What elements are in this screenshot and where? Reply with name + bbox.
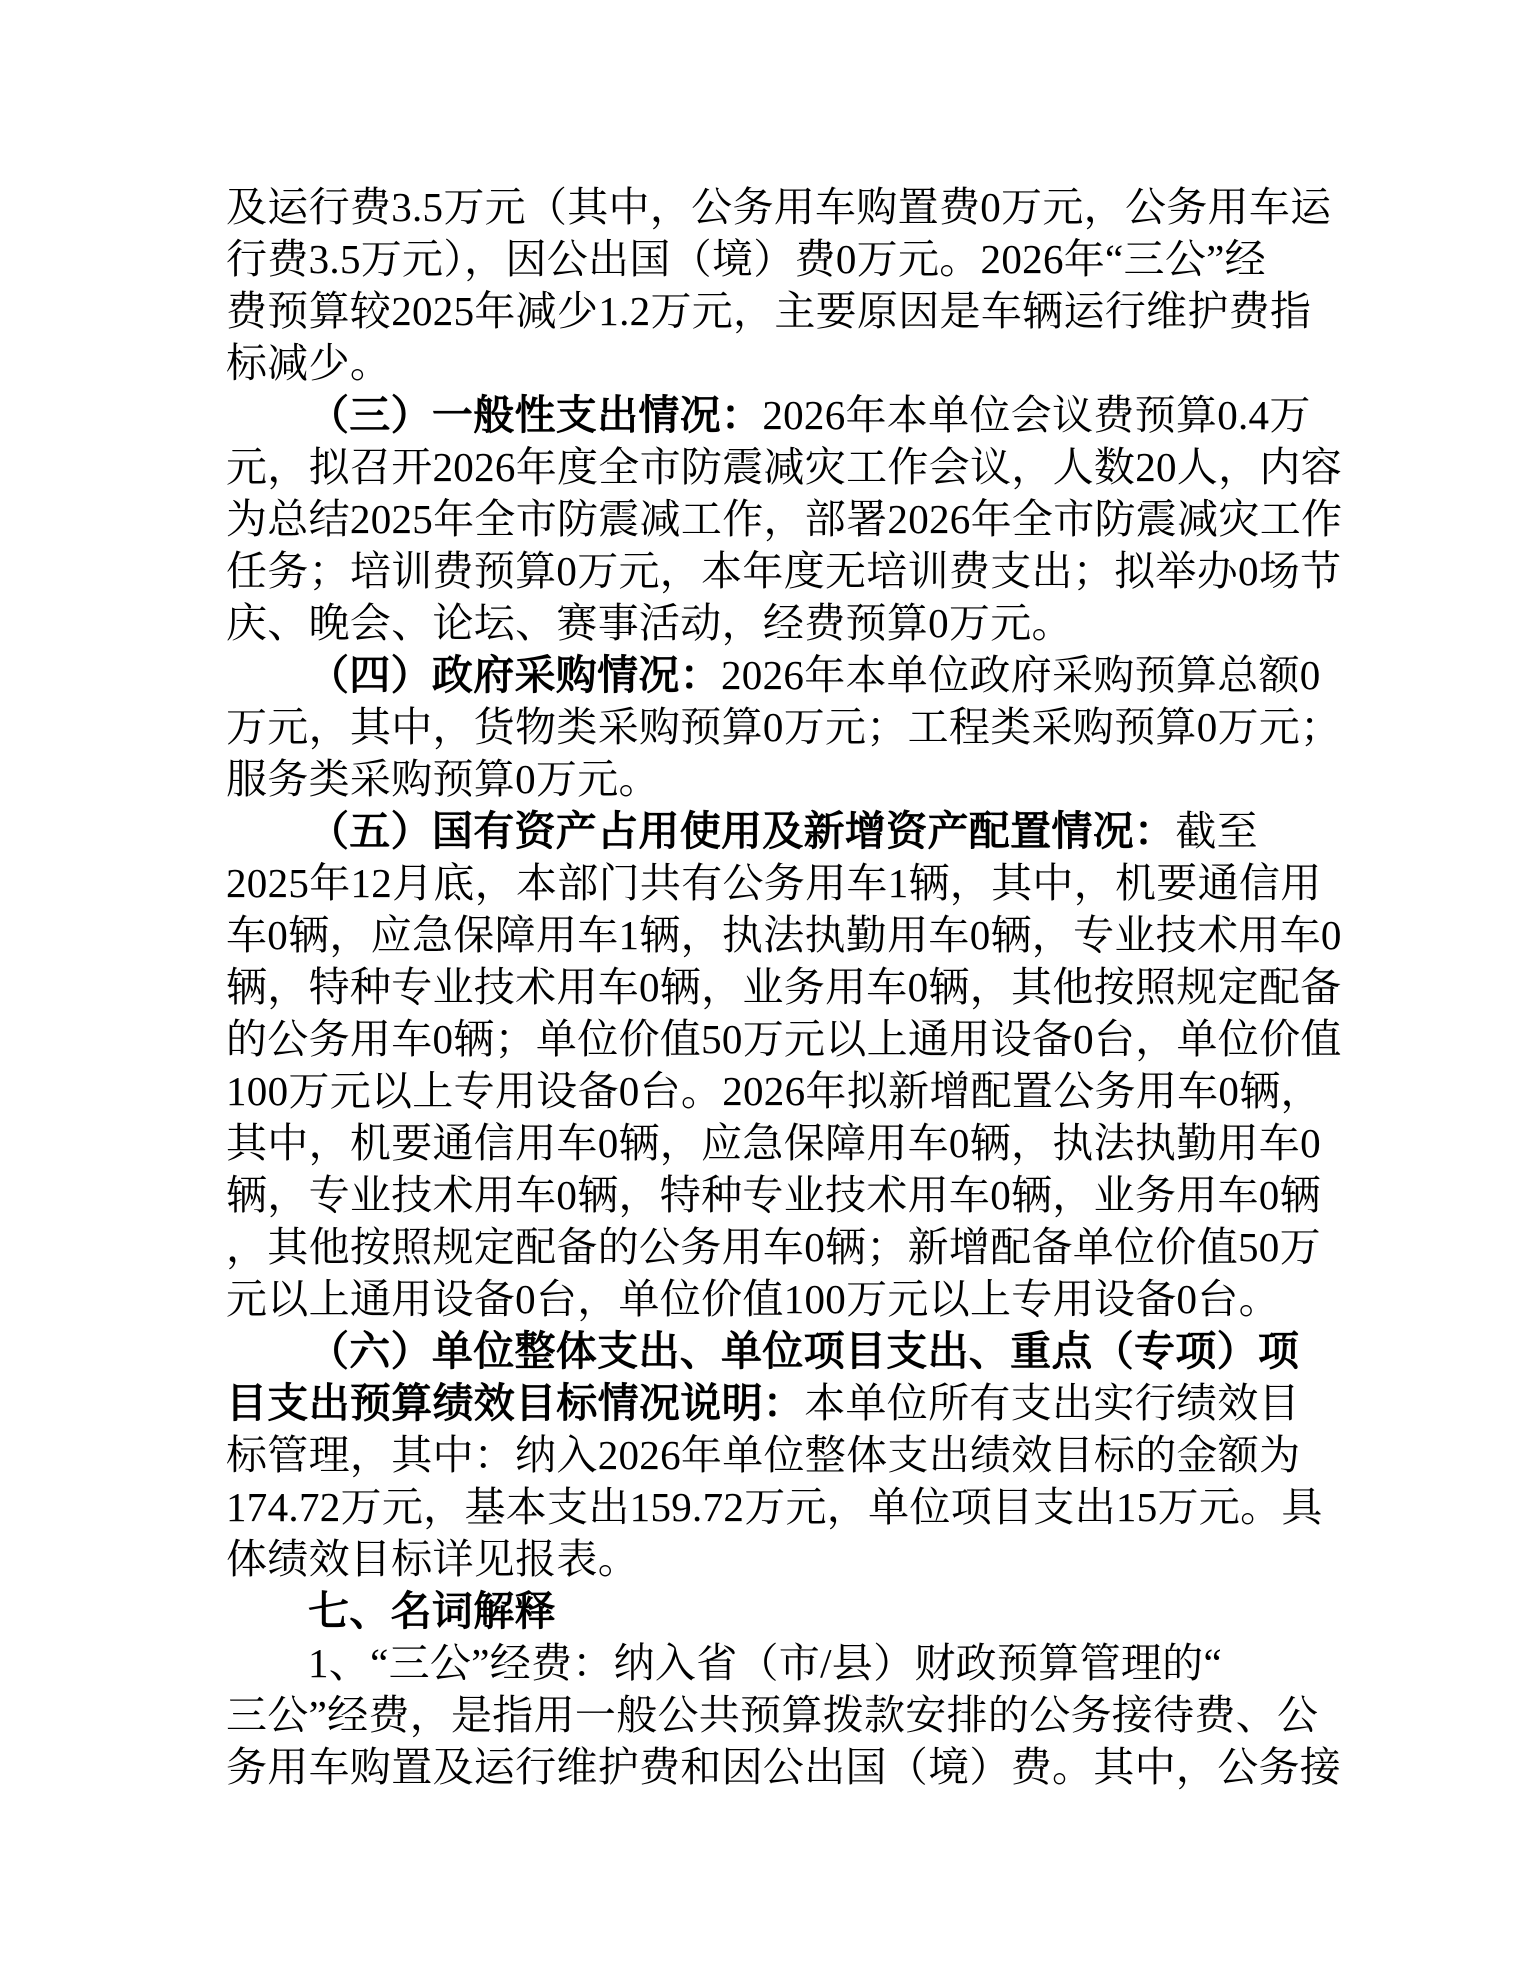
heading-text-segment: （六）单位整体支出、单位项目支出、重点（专项）项 bbox=[308, 1328, 1300, 1374]
body-text-segment: 任务；培训费预算0万元，本年度无培训费支出；拟举办0场节 bbox=[226, 548, 1342, 594]
heading-text-segment: （四）政府采购情况： bbox=[308, 652, 721, 698]
text-line bbox=[226, 233, 1342, 285]
text-line bbox=[226, 1013, 1342, 1065]
body-text-segment: 其中，机要通信用车0辆，应急保障用车0辆，执法执勤用车0 bbox=[226, 1120, 1321, 1166]
text-line bbox=[226, 1481, 1342, 1533]
text-line bbox=[226, 1117, 1342, 1169]
body-text-segment: 截至 bbox=[1175, 808, 1258, 854]
body-text-segment: 2026年本单位政府采购预算总额0 bbox=[721, 652, 1321, 698]
text-line bbox=[226, 337, 1342, 389]
heading-text-segment: 七、名词解释 bbox=[308, 1588, 556, 1634]
text-line bbox=[226, 545, 1342, 597]
text-line bbox=[226, 857, 1342, 909]
text-line bbox=[226, 1741, 1342, 1793]
body-text-segment: 服务类采购预算0万元。 bbox=[226, 756, 660, 802]
text-line bbox=[226, 1169, 1342, 1221]
text-line bbox=[226, 1429, 1342, 1481]
body-text-segment: 2025年12月底，本部门共有公务用车1辆，其中，机要通信用 bbox=[226, 860, 1322, 906]
body-text-segment: 务用车购置及运行维护费和因公出国（境）费。其中，公务接 bbox=[226, 1744, 1342, 1790]
text-line bbox=[226, 1377, 1342, 1429]
body-text-segment: 车0辆，应急保障用车1辆，执法执勤用车0辆，专业技术用车0 bbox=[226, 912, 1342, 958]
body-text-segment: 2026年本单位会议费预算0.4万 bbox=[762, 392, 1311, 438]
body-text-segment: 体绩效目标详见报表。 bbox=[226, 1536, 639, 1582]
body-text-segment: 费预算较2025年减少1.2万元，主要原因是车辆运行维护费指 bbox=[226, 288, 1312, 334]
text-line bbox=[226, 753, 1342, 805]
body-text-segment: 万元，其中，货物类采购预算0万元；工程类采购预算0万元； bbox=[226, 704, 1342, 750]
text-line bbox=[226, 909, 1342, 961]
body-text-segment: 庆、晚会、论坛、赛事活动，经费预算0万元。 bbox=[226, 600, 1073, 646]
body-text-segment: 174.72万元，基本支出159.72万元，单位项目支出15万元。具 bbox=[226, 1484, 1323, 1530]
text-line bbox=[226, 181, 1342, 233]
body-text-segment: 及运行费3.5万元（其中，公务用车购置费0万元，公务用车运 bbox=[226, 184, 1332, 230]
text-line bbox=[226, 1273, 1342, 1325]
body-text-segment: 标管理，其中：纳入2026年单位整体支出绩效目标的金额为 bbox=[226, 1432, 1301, 1478]
text-line bbox=[226, 493, 1342, 545]
body-text-segment: 为总结2025年全市防震减工作，部署2026年全市防震减灾工作 bbox=[226, 496, 1343, 542]
text-line bbox=[226, 389, 1342, 441]
text-line bbox=[226, 441, 1342, 493]
body-text-segment: 辆，专业技术用车0辆，特种专业技术用车0辆，业务用车0辆 bbox=[226, 1172, 1321, 1218]
heading-text-segment: 目支出预算绩效目标情况说明： bbox=[226, 1380, 805, 1426]
body-text-segment: 标减少。 bbox=[226, 340, 392, 386]
body-text-segment: 辆，特种专业技术用车0辆，业务用车0辆，其他按照规定配备 bbox=[226, 964, 1342, 1010]
text-line bbox=[226, 1533, 1342, 1585]
body-text-segment: 的公务用车0辆；单位价值50万元以上通用设备0台，单位价值 bbox=[226, 1016, 1342, 1062]
text-line bbox=[226, 1637, 1342, 1689]
body-text-segment: 三公”经费，是指用一般公共预算拨款安排的公务接待费、公 bbox=[226, 1692, 1319, 1738]
body-text-segment: 元以上通用设备0台，单位价值100万元以上专用设备0台。 bbox=[226, 1276, 1280, 1322]
text-line bbox=[226, 701, 1342, 753]
body-text-segment: 行费3.5万元），因公出国（境）费0万元。2026年“三公”经 bbox=[226, 236, 1266, 282]
heading-text-segment: （五）国有资产占用使用及新增资产配置情况： bbox=[308, 808, 1176, 854]
text-line bbox=[226, 1325, 1342, 1377]
text-line bbox=[226, 961, 1342, 1013]
text-line bbox=[226, 1221, 1342, 1273]
text-line bbox=[226, 285, 1342, 337]
body-text-segment: 100万元以上专用设备0台。2026年拟新增配置公务用车0辆， bbox=[226, 1068, 1322, 1114]
body-text-segment: 1、“三公”经费：纳入省（市/县）财政预算管理的“ bbox=[308, 1640, 1222, 1686]
text-line bbox=[226, 1689, 1342, 1741]
text-line bbox=[226, 1585, 1342, 1637]
body-text-segment: 元，拟召开2026年度全市防震减灾工作会议，人数20人，内容 bbox=[226, 444, 1342, 490]
document-text-block bbox=[226, 181, 1342, 1793]
text-line bbox=[226, 1065, 1342, 1117]
body-text-segment: ，其他按照规定配备的公务用车0辆；新增配备单位价值50万 bbox=[226, 1224, 1321, 1270]
body-text-segment: 本单位所有支出实行绩效目 bbox=[804, 1380, 1300, 1426]
heading-text-segment: （三）一般性支出情况： bbox=[308, 392, 763, 438]
text-line bbox=[226, 805, 1342, 857]
text-line bbox=[226, 597, 1342, 649]
text-line bbox=[226, 649, 1342, 701]
